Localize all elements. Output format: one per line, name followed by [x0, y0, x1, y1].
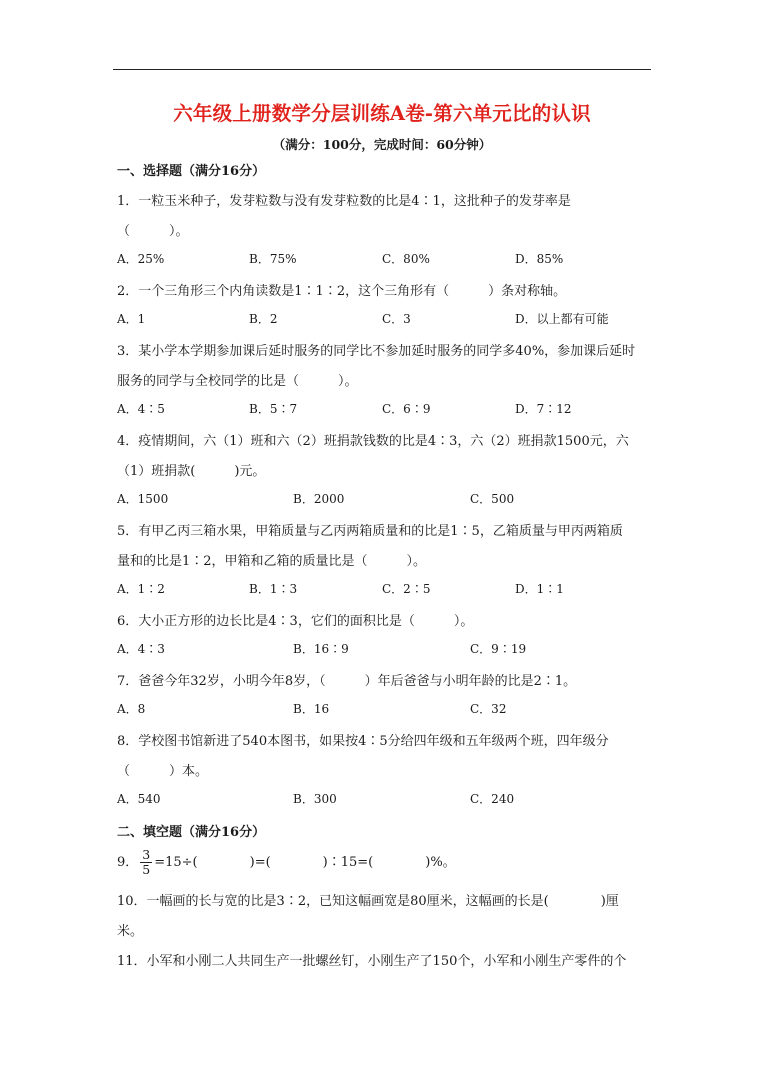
q2-option-b[interactable]: B．2 [249, 312, 278, 326]
question-9-prefix: 9． [117, 854, 139, 870]
q3-option-c[interactable]: C．6∶9 [382, 402, 431, 416]
question-3-line-1: 3．某小学本学期参加课后延时服务的同学比不参加延时服务的同学多40%，参加课后延时 [117, 344, 636, 359]
question-9-rest: =15÷( )=( )∶15=( )%。 [154, 854, 456, 870]
question-2-line-1: 2．一个三角形三个内角读数是1∶1∶2，这个三角形有（ ）条对称轴。 [117, 284, 567, 299]
question-4-line-1: 4．疫情期间，六（1）班和六（2）班捐款钱数的比是4∶3，六（2）班捐款1500元，六 [117, 434, 629, 449]
question-5-line-2: 量和的比是1∶2，甲箱和乙箱的质量比是（ ）。 [117, 554, 427, 569]
q3-option-d[interactable]: D．7∶12 [515, 402, 572, 416]
question-9-line-1 [117, 848, 456, 877]
q1-option-a[interactable]: A．25% [117, 252, 165, 266]
q8-option-c[interactable]: C．240 [470, 792, 515, 806]
q2-option-c[interactable]: C．3 [382, 312, 411, 326]
question-8-line-2: （ ）本。 [117, 764, 209, 779]
page-subtitle: （满分：100分，完成时间：60分钟） [272, 137, 492, 152]
q5-option-b[interactable]: B．1∶3 [249, 582, 298, 596]
question-6-line-1: 6．大小正方形的边长比是4∶3，它们的面积比是（ ）。 [117, 614, 474, 629]
question-1-line-2: （ ）。 [117, 224, 189, 239]
question-7-line-1: 7．爸爸今年32岁，小明今年8岁，（ ）年后爸爸与小明年龄的比是2∶1。 [117, 674, 577, 689]
q2-option-d[interactable]: D．以上都有可能 [515, 312, 609, 326]
question-4-line-2: （1）班捐款( )元。 [117, 464, 266, 479]
question-5-line-1: 5．有甲乙丙三箱水果，甲箱质量与乙丙两箱质量和的比是1∶5，乙箱质量与甲丙两箱质 [117, 524, 623, 539]
header-rule [113, 69, 651, 70]
q3-option-b[interactable]: B．5∶7 [249, 402, 298, 416]
page-title: 六年级上册数学分层训练A卷-第六单元比的认识 [173, 102, 591, 125]
q6-option-c[interactable]: C．9∶19 [470, 642, 527, 656]
q7-option-b[interactable]: B．16 [293, 702, 330, 716]
q3-option-a[interactable]: A．4∶5 [117, 402, 165, 416]
fraction-three-fifths [140, 848, 152, 877]
q1-option-b[interactable]: B．75% [249, 252, 297, 266]
q4-option-b[interactable]: B．2000 [293, 492, 345, 506]
q2-option-a[interactable]: A．1 [117, 312, 146, 326]
q4-option-c[interactable]: C．500 [470, 492, 515, 506]
q1-option-d[interactable]: D．85% [515, 252, 564, 266]
q5-option-c[interactable]: C．2∶5 [382, 582, 431, 596]
question-3-line-2: 服务的同学与全校同学的比是（ ）。 [117, 374, 358, 389]
q8-option-a[interactable]: A．540 [117, 792, 161, 806]
q8-option-b[interactable]: B．300 [293, 792, 337, 806]
question-11-line-1: 11．小军和小刚二人共同生产一批螺丝钉，小刚生产了150个，小军和小刚生产零件的个 [117, 954, 627, 969]
section-heading-choice: 一、选择题（满分16分） [117, 164, 266, 179]
section-heading-fill: 二、填空题（满分16分） [117, 825, 266, 840]
fraction-denominator: 5 [142, 861, 151, 877]
q1-option-c[interactable]: C．80% [382, 252, 430, 266]
question-1-line-1: 1．一粒玉米种子，发芽粒数与没有发芽粒数的比是4∶1，这批种子的发芽率是 [117, 194, 571, 209]
fraction-numerator: 3 [142, 847, 151, 862]
q6-option-b[interactable]: B．16∶9 [293, 642, 349, 656]
question-10-line-1: 10．一幅画的长与宽的比是3∶2，已知这幅画宽是80厘米，这幅画的长是( )厘 [117, 894, 619, 909]
q7-option-c[interactable]: C．32 [470, 702, 507, 716]
q5-option-a[interactable]: A．1∶2 [117, 582, 165, 596]
question-10-line-2: 米。 [117, 924, 144, 939]
q5-option-d[interactable]: D．1∶1 [515, 582, 564, 596]
q4-option-a[interactable]: A．1500 [117, 492, 169, 506]
q7-option-a[interactable]: A．8 [117, 702, 146, 716]
q6-option-a[interactable]: A．4∶3 [117, 642, 165, 656]
question-8-line-1: 8．学校图书馆新进了540本图书，如果按4∶5分给四年级和五年级两个班，四年级分 [117, 734, 609, 749]
